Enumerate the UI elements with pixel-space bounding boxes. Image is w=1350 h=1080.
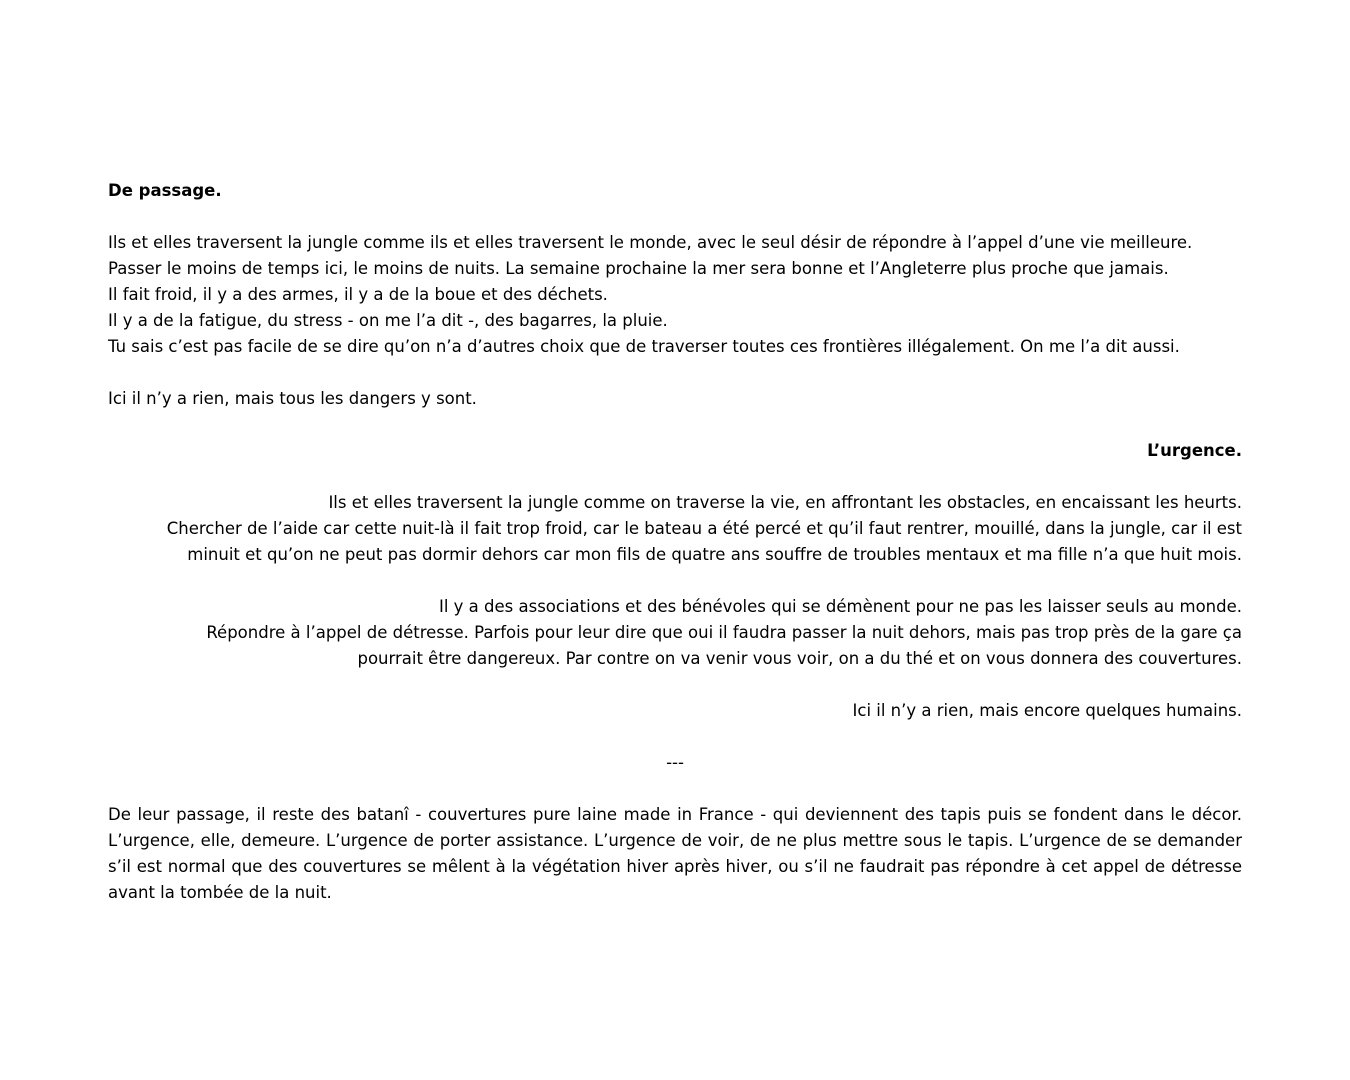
- spacer: [108, 776, 1242, 802]
- text-line: Passer le moins de temps ici, le moins de nuits. La semaine prochaine la mer sera bonne et l’Angleterre plus proche que jamais.: [108, 259, 1169, 278]
- spacer: [108, 412, 1242, 438]
- document-content: [108, 178, 1242, 906]
- text-line: Ils et elles traversent la jungle comme ils et elles traversent le monde, avec le seul désir de répondre à l’appel d’une vie meilleure.: [108, 233, 1193, 252]
- spacer: [108, 724, 1242, 750]
- text-line: Tu sais c’est pas facile de se dire qu’on n’a d’autres choix que de traverser toutes ces frontières illégalement. On me l’a dit aussi.: [108, 337, 1180, 356]
- text-line: Répondre à l’appel de détresse. Parfois pour leur dire que oui il faudra passer la nuit dehors, mais pas trop près de la gare ça: [206, 623, 1242, 642]
- closing-paragraph: De leur passage, il reste des batanî - couvertures pure laine made in France - qui deviennent des tapis puis se fondent dans le décor. L’urgence, elle, demeure. L’urgence de porter assistance. L’urgence de voir, de ne plus mettre sous le tapis. L’urgence de se demander s’il est normal que des couvertures se mêlent à la végétation hiver après hiver, ou s’il ne faudrait pas répondre à cet appel de détresse avant la tombée de la nuit.: [108, 805, 1242, 902]
- text-line: Ils et elles traversent la jungle comme on traverse la vie, en affrontant les obstacles, en encaissant les heurts.: [328, 493, 1242, 512]
- text-line: pourrait être dangereux. Par contre on va venir vous voir, on a du thé et on vous donnera des couvertures.: [357, 649, 1242, 668]
- text-line: Chercher de l’aide car cette nuit-là il fait trop froid, car le bateau a été percé et qu’il faut rentrer, mouillé, dans la jungle, car il est: [166, 519, 1242, 538]
- text-line: Il fait froid, il y a des armes, il y a de la boue et des déchets.: [108, 285, 608, 304]
- section-title-de-passage: De passage.: [108, 181, 222, 200]
- section-conclusion: Ici il n’y a rien, mais tous les dangers y sont.: [108, 389, 477, 408]
- text-line: Il y a de la fatigue, du stress - on me l’a dit -, des bagarres, la pluie.: [108, 311, 668, 330]
- section-title-urgence: L’urgence.: [1147, 441, 1242, 460]
- spacer: [108, 568, 1242, 594]
- spacer: [108, 464, 1242, 490]
- section-conclusion: Ici il n’y a rien, mais encore quelques humains.: [852, 701, 1242, 720]
- text-line: Il y a des associations et des bénévoles qui se démènent pour ne pas les laisser seuls au monde.: [438, 597, 1242, 616]
- spacer: [108, 360, 1242, 386]
- spacer: [108, 672, 1242, 698]
- text-line: minuit et qu’on ne peut pas dormir dehors car mon fils de quatre ans souffre de troubles mentaux et ma fille n’a que huit mois.: [187, 545, 1242, 564]
- separator: ---: [666, 753, 684, 772]
- spacer: [108, 204, 1242, 230]
